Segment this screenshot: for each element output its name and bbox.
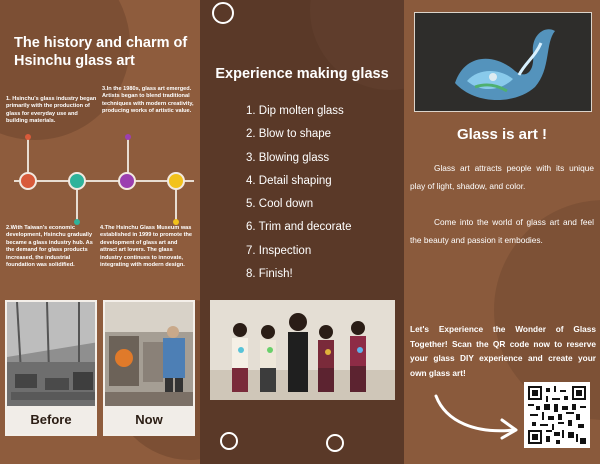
history-note-3: 3.In the 1980s, glass art emerged. Artists began to blend traditional techniques with modern creativity, producing works of artistic value. (102, 86, 194, 115)
step-item: 4. Detail shaping (246, 174, 332, 187)
history-title: The history and charm of Hsinchu glass art (14, 35, 188, 69)
now-label: Now (105, 406, 193, 434)
group-photo (210, 300, 395, 400)
timeline-cap (125, 134, 131, 140)
decorative-ring (326, 434, 344, 452)
step-item: 2. Blow to shape (246, 128, 332, 141)
experience-title: Experience making glass (215, 66, 389, 82)
call-to-action: Let's Experience the Wonder of Glass Together! Scan the QR code now to reserve your glass DIY experience and create your own glass art! (410, 324, 596, 378)
step-item: 8. Finish! (246, 268, 293, 281)
history-note-2: 2.With Taiwan's economic development, Hsinchu gradually became a glass industry hub. As the demand for glass products increased, the industrial foundation was solidified. (6, 225, 93, 269)
steps-list (246, 104, 351, 290)
glass-sculpture-image (415, 13, 592, 112)
glass-art-photo (414, 12, 592, 112)
timeline-stem (27, 138, 29, 174)
timeline-dot-4 (167, 172, 185, 190)
history-note-4: 4.The Hsinchu Glass Museum was established in 1999 to promote the development of glass art and attract art lovers. The glass industry continues to innovate, integrating with modern design. (100, 225, 193, 269)
qr-code-icon (528, 386, 586, 444)
timeline-cap (25, 134, 31, 140)
decorative-ring (220, 432, 238, 450)
art-panel (404, 0, 600, 464)
before-label: Before (7, 406, 95, 434)
art-title: Glass is art ! (456, 126, 548, 143)
timeline-stem (127, 138, 129, 174)
timeline-dot-3 (118, 172, 136, 190)
qr-code[interactable] (524, 382, 590, 448)
now-photo (103, 300, 195, 436)
step-item: 7. Inspection (246, 244, 312, 257)
experience-panel (200, 0, 404, 464)
step-item: 6. Trim and decorate (246, 221, 352, 234)
decorative-ring (212, 2, 234, 24)
history-note-1: 1. Hsinchu's glass industry began primarily with the production of glass for everyday use and building materials. (6, 96, 97, 125)
step-item: 3. Blowing glass (246, 151, 330, 164)
timeline-dot-2 (68, 172, 86, 190)
step-item: 1. Dip molten glass (246, 105, 344, 117)
timeline-stem (76, 188, 78, 222)
history-panel (0, 0, 200, 464)
timeline-stem (175, 188, 177, 222)
arrow-icon (432, 392, 524, 442)
step-item: 5. Cool down (246, 198, 314, 211)
timeline-dot-1 (19, 172, 37, 190)
students-image (210, 300, 395, 400)
art-paragraph-2: Come into the world of glass art and feel the beauty and passion it embodies. (410, 217, 594, 245)
art-paragraph-1: Glass art attracts people with its unique play of light, shadow, and color. (410, 163, 594, 191)
before-photo (5, 300, 97, 436)
